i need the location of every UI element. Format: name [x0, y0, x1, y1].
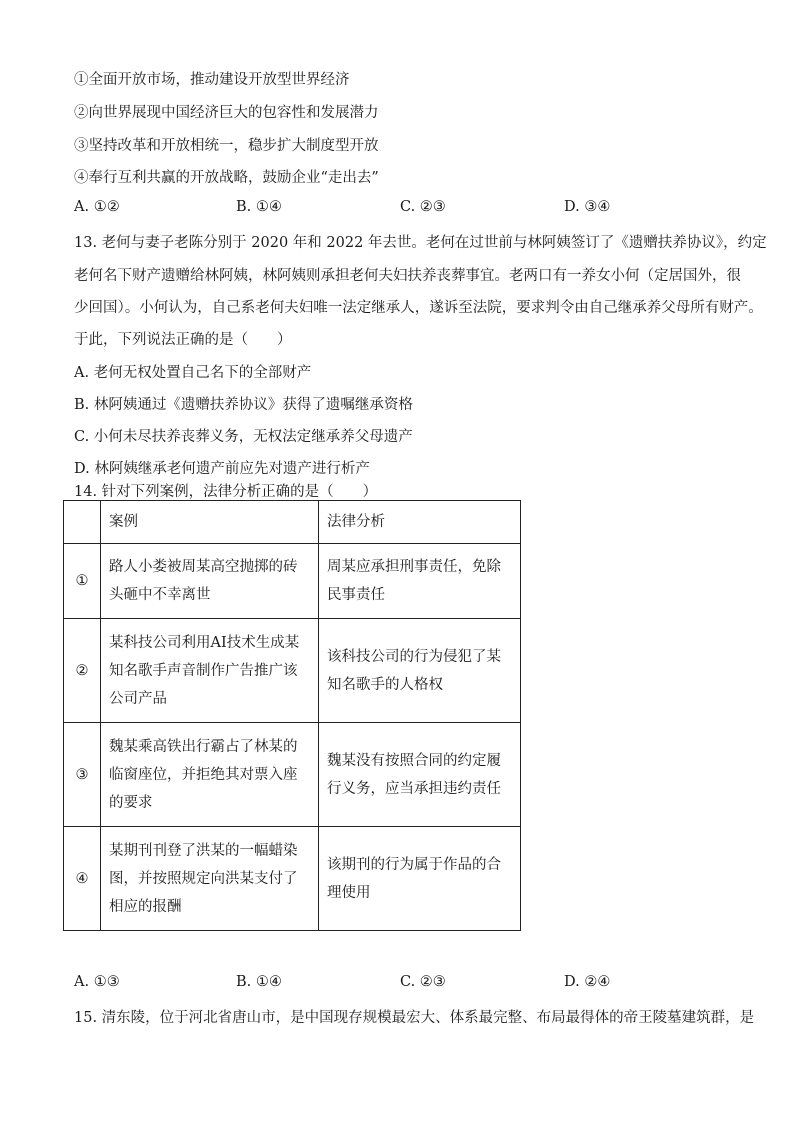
row-number: ④ — [64, 827, 101, 931]
q13-stem-line-4: 于此，下列说法正确的是（ ） — [74, 332, 292, 348]
row-analysis: 魏某没有按照合同的约定履行义务，应当承担违约责任 — [319, 723, 521, 827]
row-number: ③ — [64, 723, 101, 827]
table-header-row — [64, 501, 521, 544]
row-analysis: 周某应承担刑事责任，免除民事责任 — [319, 544, 521, 619]
q12-option-b: B. ①④ — [236, 199, 282, 215]
q13-option-a: A. 老何无权处置自己名下的全部财产 — [74, 365, 312, 381]
q14-table — [63, 500, 521, 931]
q14-option-b: B. ①④ — [236, 974, 282, 990]
row-case: 某科技公司利用AI技术生成某知名歌手声音制作广告推广该公司产品 — [101, 619, 319, 723]
q13-option-d: D. 林阿姨继承老何遗产前应先对遗产进行析产 — [74, 461, 370, 477]
table-header-analysis: 法律分析 — [319, 501, 521, 544]
q12-option-d: D. ③④ — [564, 199, 611, 215]
table-row — [64, 544, 521, 619]
q12-option-a: A. ①② — [74, 199, 120, 215]
q12-item-3: ③坚持改革和开放相统一，稳步扩大制度型开放 — [74, 138, 379, 154]
q14-option-d: D. ②④ — [564, 974, 611, 990]
table-row — [64, 619, 521, 723]
table-header-case: 案例 — [101, 501, 319, 544]
q13-stem-line-2: 老何名下财产遗赠给林阿姨，林阿姨则承担老何夫妇扶养丧葬事宜。老两口有一养女小何（定居国外，很 — [74, 268, 741, 284]
q13-option-c: C. 小何未尽扶养丧葬义务，无权法定继承养父母遗产 — [74, 429, 413, 445]
q12-item-1: ①全面开放市场，推动建设开放型世界经济 — [74, 72, 350, 88]
row-case: 路人小娄被周某高空抛掷的砖头砸中不幸离世 — [101, 544, 319, 619]
q12-item-4: ④奉行互利共赢的开放战略，鼓励企业“走出去” — [74, 170, 379, 186]
q12-option-c: C. ②③ — [400, 199, 446, 215]
row-analysis: 该科技公司的行为侵犯了某知名歌手的人格权 — [319, 619, 521, 723]
table-row — [64, 827, 521, 931]
q13-stem-line-1: 13. 老何与妻子老陈分别于 2020 年和 2022 年去世。老何在过世前与林阿姨签订了《遗赠扶养协议》，约定 — [74, 235, 767, 251]
q15-stem: 15. 清东陵，位于河北省唐山市，是中国现存规模最宏大、体系最完整、布局最得体的帝王陵墓建筑群，是 — [74, 1010, 755, 1026]
q12-item-2: ②向世界展现中国经济巨大的包容性和发展潜力 — [74, 105, 379, 121]
row-number: ① — [64, 544, 101, 619]
row-case: 某期刊刊登了洪某的一幅蜡染图，并按照规定向洪某支付了相应的报酬 — [101, 827, 319, 931]
table-row — [64, 723, 521, 827]
q14-option-a: A. ①③ — [74, 974, 120, 990]
table-header-blank — [64, 501, 101, 544]
q13-stem-line-3: 少回国）。小何认为，自己系老何夫妇唯一法定继承人，遂诉至法院，要求判令由自己继承养父母所有财产。 — [74, 300, 763, 316]
row-number: ② — [64, 619, 101, 723]
q13-option-b: B. 林阿姨通过《遗赠扶养协议》获得了遗嘱继承资格 — [74, 397, 413, 413]
row-analysis: 该期刊的行为属于作品的合理使用 — [319, 827, 521, 931]
q14-option-c: C. ②③ — [400, 974, 446, 990]
row-case: 魏某乘高铁出行霸占了林某的临窗座位，并拒绝其对票入座的要求 — [101, 723, 319, 827]
q14-stem: 14. 针对下列案例，法律分析正确的是（ ） — [74, 484, 378, 500]
